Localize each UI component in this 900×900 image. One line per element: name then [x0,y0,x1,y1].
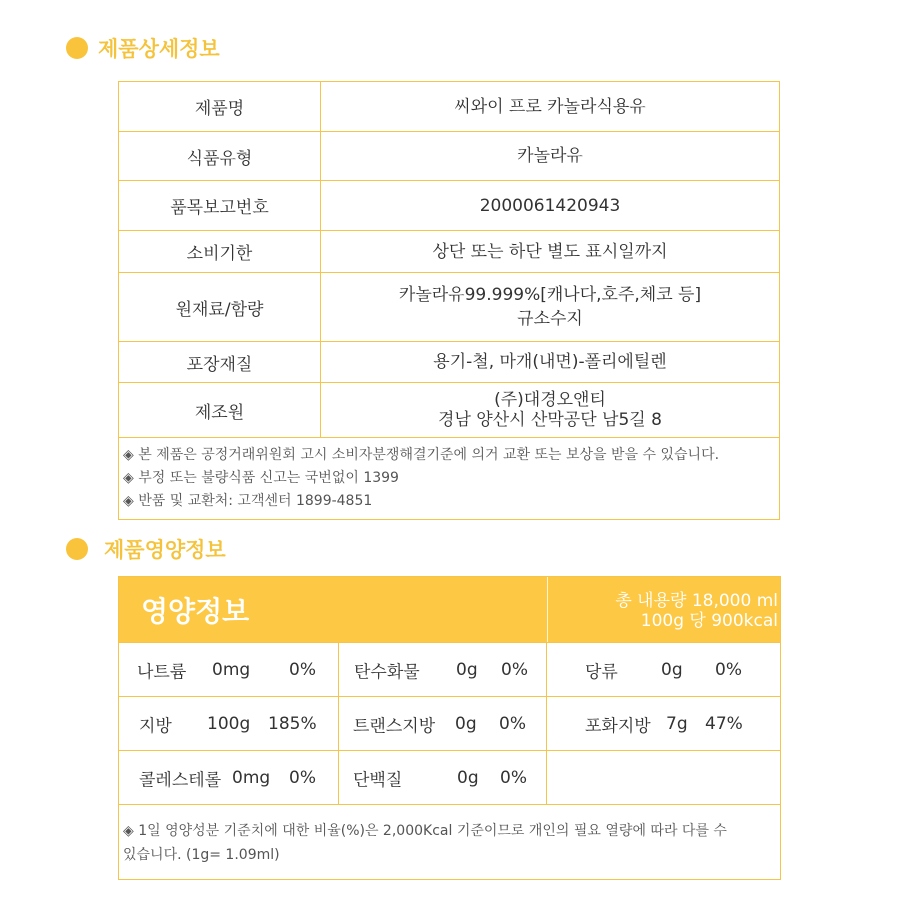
info-label: 포장재질 [119,342,321,382]
nutrition-note [119,804,780,879]
product-detail-heading-text: 제품상세정보 [98,37,220,61]
nutrition-row [119,750,780,804]
info-value [321,231,779,272]
info-row-packaging [119,342,779,383]
nutrient-name: 단백질 [353,770,403,790]
nutrient-cell-sugar [547,643,780,696]
nutrient-cell-fat [119,697,339,750]
info-label: 품목보고번호 [119,181,321,230]
nutrient-cell-saturated-fat [547,697,780,750]
nutrient-name: 탄수화물 [354,662,420,682]
product-detail-heading [66,33,220,63]
nutrient-percent: 47% [705,713,743,734]
nutrient-amount: 0mg [232,767,271,788]
info-label: 원재료/함량 [119,273,321,341]
info-value-line: 규소수지 [517,309,583,329]
info-value [321,383,779,437]
nutrient-amount: 0g [457,767,479,788]
info-value-line: 2000061420943 [479,195,621,216]
nutrition-heading [66,534,226,564]
nutrient-amount: 0g [456,659,478,680]
info-row-manufacturer [119,383,779,438]
info-value [321,273,779,341]
nutrient-cell-cholesterol [119,751,339,804]
nutrition-note-line: ◈ 1일 영양성분 기준치에 대한 비율(%)은 2,000Kcal 기준이므로 개인의 필요 열량에 따라 다를 수 [123,823,727,839]
nutrient-name: 포화지방 [585,716,651,736]
nutrition-note-line: 있습니다. (1g= 1.09ml) [123,847,280,863]
nutrient-percent: 0% [500,767,527,788]
info-label: 제품명 [119,82,321,131]
info-value-line: 카놀라유 [517,146,583,166]
info-notes [119,438,779,519]
info-value-line: 씨와이 프로 카놀라식용유 [454,96,646,117]
nutrient-amount: 7g [666,713,688,734]
info-value-line: 용기-철, 마개(내면)-폴리에틸렌 [433,352,667,372]
info-value [321,82,779,131]
info-value [321,181,779,230]
info-value [321,132,779,180]
info-value [321,342,779,382]
info-row-product-name [119,82,779,132]
bullet-dot-icon [66,538,88,560]
total-volume: 총 내용량 18,000 ml [615,590,778,611]
nutrition-heading-text: 제품영양정보 [104,538,226,562]
nutrient-amount: 0g [455,713,477,734]
nutrient-cell-sodium [119,643,339,696]
nutrient-cell-protein [339,751,547,804]
bullet-dot-icon [66,37,88,59]
nutrient-name: 당류 [585,662,618,682]
nutrition-totals [548,577,780,642]
nutrition-row [119,642,780,696]
info-row-food-type [119,132,779,181]
info-label: 소비기한 [119,231,321,272]
nutrient-name: 콜레스테롤 [139,770,222,790]
info-row-expiry [119,231,779,273]
info-label: 제조원 [119,383,321,437]
nutrient-name: 트랜스지방 [353,716,436,736]
info-value-line: (주)대경오앤티 [494,390,606,410]
nutrient-amount: 100g [207,713,251,734]
info-value-line: 카놀라유99.999%[캐나다,호주,체코 등] [398,285,702,305]
nutrition-header [119,577,780,642]
nutrient-percent: 0% [501,659,528,680]
nutrient-percent: 0% [289,659,316,680]
nutrient-percent: 0% [499,713,526,734]
info-label: 식품유형 [119,132,321,180]
info-value-line: 상단 또는 하단 별도 표시일까지 [432,241,668,262]
calories-per-100g: 100g 당 900kcal [640,610,778,631]
nutrition-row [119,696,780,750]
nutrition-table [118,576,781,880]
nutrient-percent: 0% [289,767,316,788]
info-note: ◈ 반품 및 교환처: 고객센터 1899-4851 [123,493,373,509]
nutrient-cell-trans-fat [339,697,547,750]
nutrient-cell-empty [547,751,780,804]
nutrient-amount: 0g [661,659,683,680]
info-note: ◈ 부정 또는 불량식품 신고는 국번없이 1399 [123,470,399,486]
nutrition-title: 영양정보 [141,594,250,628]
nutrient-name: 지방 [139,716,172,736]
product-info-table [118,81,780,520]
nutrient-percent: 185% [268,713,317,734]
info-value-line: 경남 양산시 산막공단 남5길 8 [438,410,662,430]
nutrient-amount: 0mg [212,659,251,680]
info-row-ingredients [119,273,779,342]
nutrient-name: 나트륨 [137,662,187,682]
nutrient-percent: 0% [715,659,742,680]
info-note: ◈ 본 제품은 공정거래위원회 고시 소비자분쟁해결기준에 의거 교환 또는 보상을 받을 수 있습니다. [123,447,720,463]
info-row-report-number [119,181,779,231]
nutrient-cell-carbohydrate [339,643,547,696]
